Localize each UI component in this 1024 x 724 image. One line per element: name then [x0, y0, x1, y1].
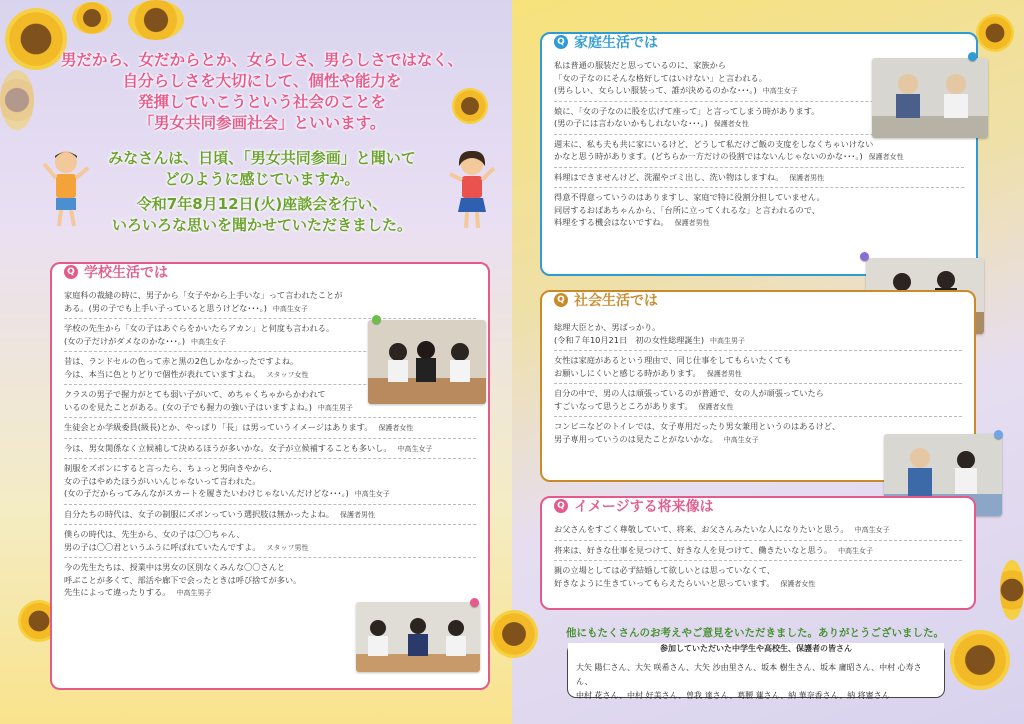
list-item: 得意不得意っていうのはありますし、家庭で特に役割分担していません。 同居するおばあちゃんから、「台所に立ってくれるな」と言われるので、 料理をする機会はないですね。 保護者男性	[554, 192, 825, 227]
list-item: 制服をズボンにすると言ったら、ちょっと男向きやから、 女の子はやめたほうがいいんじゃないって言われた。 (女の子だからってみんながスカートを履きたいわけじゃないんだけどな･･･。) 中高生女子	[64, 459, 476, 505]
list-item: 料理はできませんけど、洗濯やゴミ出し、洗い物はしますね。 保護者男性	[554, 168, 964, 189]
list-item: 今は、男女関係なく立候補して決めるほうが多いかな。女子が立候補することも多いし。 中高生女子	[64, 439, 476, 460]
list-item: 自分たちの時代は、女子の制服にズボンっていう選択肢は無かったよね。 保護者男性	[64, 505, 476, 526]
intro-line: 自分らしさを大切にして、個性や能力を	[122, 72, 402, 90]
society-title-text: 社会生活では	[574, 293, 658, 309]
future-card-title	[554, 496, 714, 516]
discussion-photo	[368, 320, 486, 404]
intro-line: 発揮していこうという社会のことを	[137, 93, 386, 111]
list-item: 家庭科の裁縫の時に、男子から「女子やから上手いな」って言われたことが ある。(男の子でも上手い子っていると思うけどな･･･。) 中高生女子	[64, 286, 476, 319]
question-line: どのように感じていますか。	[164, 170, 360, 188]
list-item: 娘に、「女の子なのに股を広げて座って」と言ってしまう時があります。 (男の子には言わないかもしれないな･･･。) 保護者女性	[554, 102, 964, 135]
closing-message: 他にもたくさんのお考えやご意見をいただきました。ありがとうございました。	[566, 627, 944, 639]
participants-box	[567, 643, 945, 698]
sunflower-icon	[0, 70, 34, 130]
list-item: 週末に、私も夫も共に家にいるけど、どうして私だけご飯の支度をしなくちゃいけない かなと思う時があります。(どちらか一方だけの役割ではないんじゃないのかな･･･。) 保護者女性	[554, 135, 964, 168]
intro-question	[42, 148, 482, 190]
list-item: 私は普通の服装だと思っているのに、家族から 「女の子なのにそんな格好してはいけない」と言われる。 (男らしい、女らしい服装って、誰が決めるのかな･･･。) 中高生女子	[554, 56, 964, 102]
participants-line: 中村 花さん、中村 好美さん、曽我 達さん、葛腰 蓮さん、納 華奈香さん、納 将憲さん	[576, 691, 890, 700]
list-item: 学校の先生から「女の子はあぐらをかいたらアカン」と何度も言われる。 (女の子だけがダメなのかな･･･。) 中高生女子	[64, 319, 476, 352]
sunflower-icon	[490, 610, 538, 658]
event-line: 令和7年8月12日(火)座談会を行い、	[136, 195, 388, 213]
list-item: お父さんをすごく尊敬していて、将来、お父さんみたいな人になりたいと思う。 中高生女子	[554, 520, 962, 541]
q-icon: Q	[554, 499, 568, 513]
discussion-photo	[356, 602, 480, 672]
intro-event	[42, 194, 482, 236]
discussion-photo	[872, 58, 988, 138]
intro-line: 男だから、女だからとか、女らしさ、男らしさではなく、	[60, 51, 464, 69]
participants-label: 参加していただいた中学生や高校生、保護者の皆さん	[568, 643, 944, 654]
sunflower-icon	[128, 0, 184, 40]
school-title-text: 学校生活では	[84, 265, 168, 281]
future-card	[540, 496, 976, 610]
pin-icon	[470, 598, 479, 607]
sunflower-icon	[72, 2, 112, 34]
society-card-title	[554, 290, 658, 310]
sunflower-icon	[1000, 560, 1024, 620]
list-item: コンビニなどのトイレでは、女子専用だったり男女兼用というのはあるけど、 男子専用っていうのは見たことがないかな。 中高生女子	[554, 421, 841, 444]
list-item: 親の立場としては必ず結婚して欲しいとは思っていなくて、 好きなように生きていってもらえたらいいと思っています。 保護者女性	[554, 565, 816, 588]
q-icon: Q	[554, 293, 568, 307]
intro-text	[42, 50, 482, 134]
participants-names	[576, 661, 936, 703]
list-item: 昔は、ランドセルの色って赤と黒の2色しかなかったですよね。 今は、本当に色とりどりで個性が表れていますよね。 スタッフ女性	[64, 352, 476, 385]
list-item: クラスの男子で握力がとても弱い子がいて、めちゃくちゃからかわれて いるのを見たことがある。(女の子でも握力の強い子はいますよね。) 中高生男子	[64, 385, 476, 418]
list-item: 生徒会とか学級委員(級長)とか、やっぱり「長」は男っていうイメージはあります。 保護者女性	[64, 418, 476, 439]
future-items	[554, 520, 962, 593]
future-title-text: イメージする将来像は	[574, 499, 714, 515]
event-line: いろいろな思いを聞かせていただきました。	[111, 216, 412, 234]
pin-icon	[994, 430, 1003, 439]
pin-icon	[372, 315, 381, 324]
home-card-title	[554, 32, 658, 52]
pin-icon	[860, 252, 869, 261]
list-item: 今の先生たちは、授業中は男女の区別なくみんな〇〇さんと 呼ぶことが多くて、部活や廊下で会ったときは呼び捨てが多い。 先生によって違ったりする。 中高生男子	[64, 562, 302, 597]
q-icon: Q	[554, 35, 568, 49]
list-item: 将来は、好きな仕事を見つけて、好きな人を見つけて、働きたいなと思う。 中高生女子	[554, 541, 962, 562]
school-card-title	[64, 262, 168, 282]
question-line: みなさんは、日頃、「男女共同参画」と聞いて	[108, 149, 416, 167]
pin-icon	[968, 52, 977, 61]
intro-line: 「男女共同参画社会」といいます。	[138, 114, 386, 132]
list-item: 自分の中で、男の人は頑張っているのが普通で、女の人が頑張っていたら すごいなって思うところがあります。 保護者女性	[554, 384, 962, 417]
list-item: 総理大臣とか、男ばっかり。 (令和７年10月21日 初の女性総理誕生) 中高生男子	[554, 318, 962, 351]
list-item: 女性は家庭があるという理由で、同じ仕事をしてもらいたくても お願いしにくいと感じる時があります。 保護者男性	[554, 351, 962, 384]
home-title-text: 家庭生活では	[574, 35, 658, 51]
society-items	[554, 318, 962, 449]
q-icon: Q	[64, 265, 78, 279]
list-item: 僕らの時代は、先生から、女の子は〇〇ちゃん、 男の子は〇〇君というふうに呼ばれていたんですよ。 スタッフ男性	[64, 525, 476, 558]
sunflower-icon	[976, 14, 1014, 52]
participants-line: 大矢 陽仁さん、大矢 咲希さん、大矢 沙由里さん、坂本 樹生さん、坂本 庸昭さん、中村 心寿さん、	[576, 663, 922, 686]
